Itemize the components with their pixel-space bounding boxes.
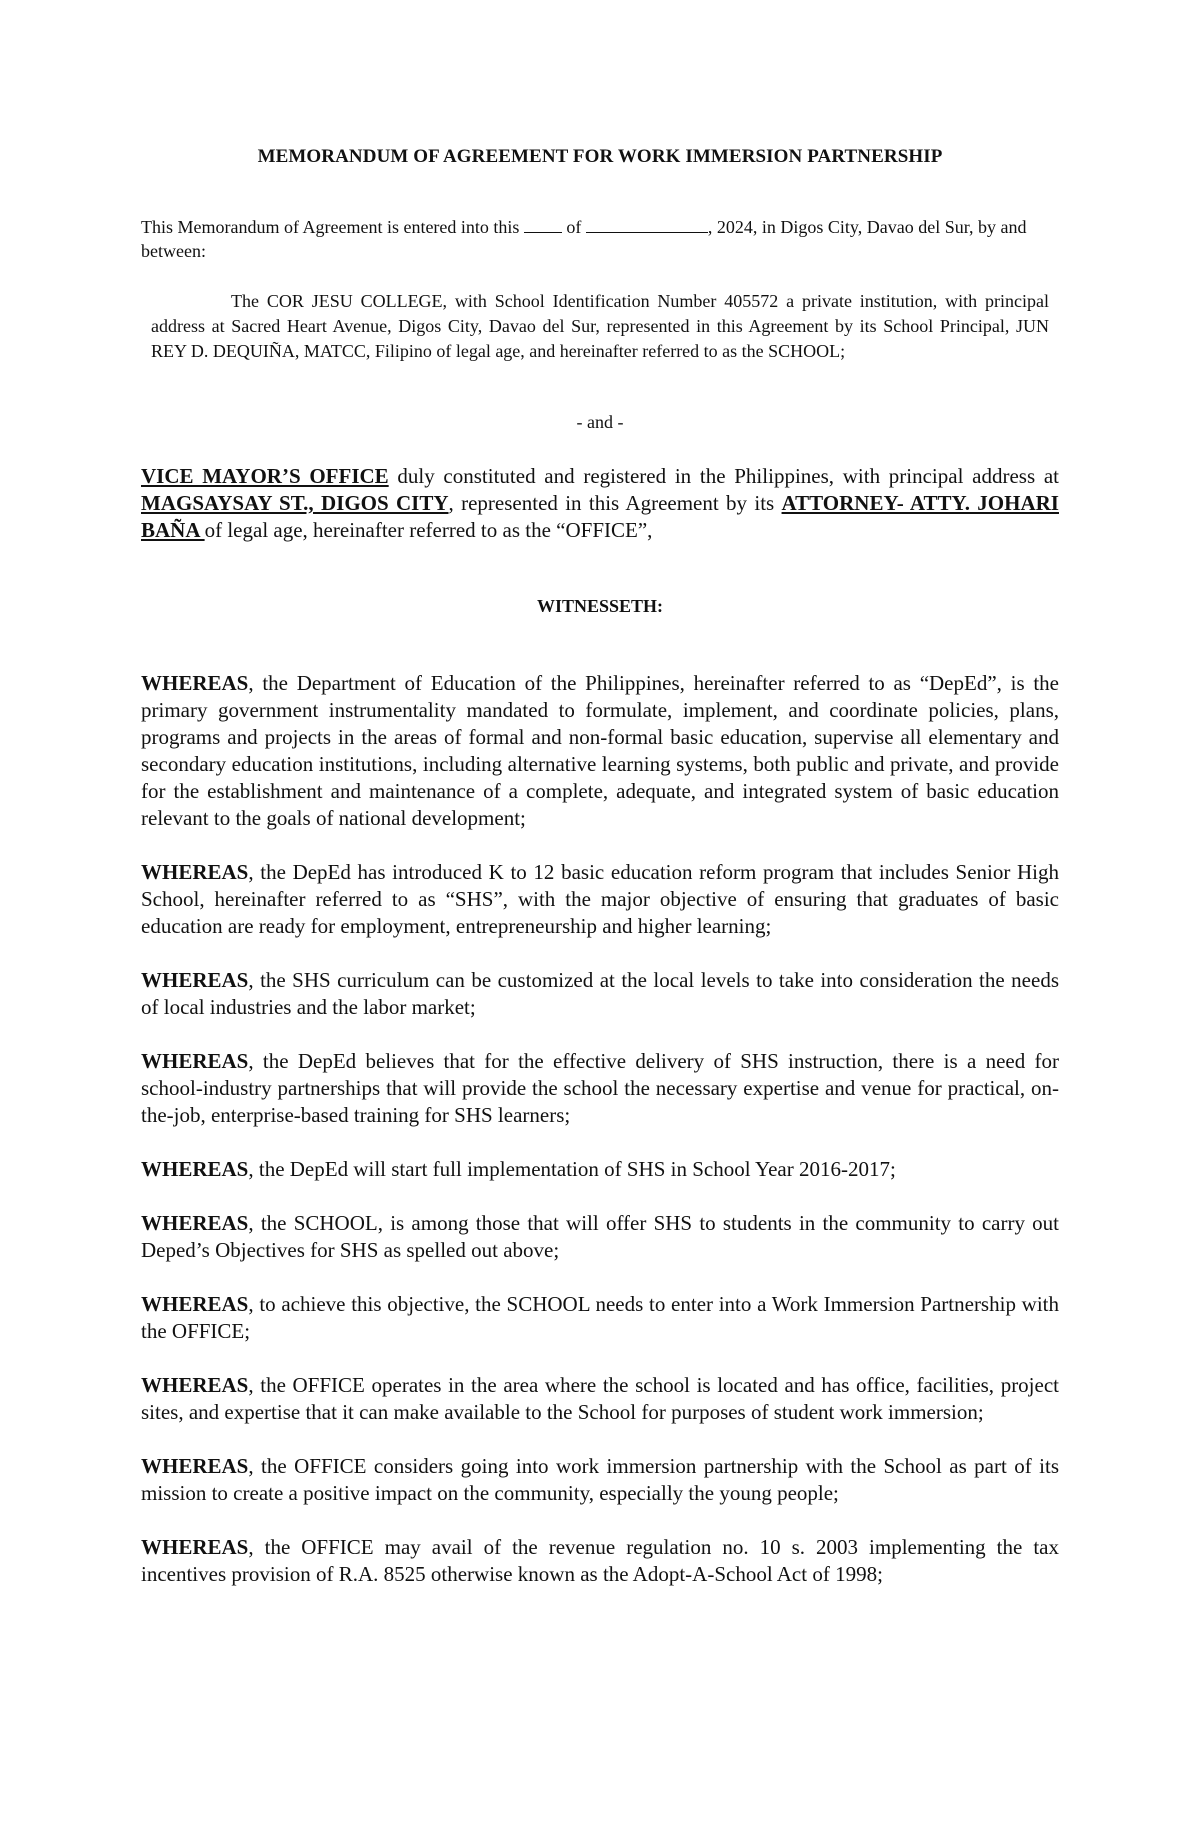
- whereas-keyword: WHEREAS: [141, 860, 249, 884]
- whereas-clause: [141, 1291, 1059, 1345]
- whereas-clause-text: , the OFFICE operates in the area where the school is located and has office, facilities, project sites, and expertise that it can make available to the School for purposes of student work immersion;: [141, 1373, 1059, 1424]
- and-separator: - and -: [576, 412, 624, 432]
- whereas-clause-text: , the SHS curriculum can be customized at the local levels to take into consideration the needs of local industries and the labor market;: [141, 968, 1059, 1019]
- document-title: MEMORANDUM OF AGREEMENT FOR WORK IMMERSION PARTNERSHIP: [257, 146, 943, 167]
- intro-text-of: of: [561, 217, 586, 237]
- party2-text-3: of legal age, hereinafter referred to as the “OFFICE”,: [204, 518, 653, 542]
- whereas-keyword: WHEREAS: [141, 1535, 249, 1559]
- party2-text-2: , represented in this Agreement by its: [448, 491, 782, 515]
- first-party-paragraph: The COR JESU COLLEGE, with School Identification Number 405572 a private institution, with principal address at Sacred Heart Avenue, Digos City, Davao del Sur, represented in this Agreement by its School Principal, JUN REY D. DEQUIÑA, MATCC, Filipino of legal age, and hereinafter referred to as the SCHOOL;: [151, 291, 1049, 361]
- whereas-keyword: WHEREAS: [141, 671, 249, 695]
- whereas-clause-text: , the DepEd has introduced K to 12 basic education reform program that includes Senior High School, hereinafter referred to as “SHS”, with the major objective of ensuring that graduates of basic education are ready for employment, entrepreneurship and higher learning;: [141, 860, 1059, 938]
- month-blank: [586, 216, 708, 233]
- whereas-clause: [141, 859, 1059, 940]
- whereas-keyword: WHEREAS: [141, 1211, 249, 1235]
- whereas-keyword: WHEREAS: [141, 1373, 249, 1397]
- office-name: VICE MAYOR’S OFFICE: [141, 464, 389, 488]
- whereas-clause-text: , the DepEd believes that for the effective delivery of SHS instruction, there is a need for school-industry partnerships that will provide the school the necessary expertise and venue for practical, on-the-job, enterprise-based training for SHS learners;: [141, 1049, 1059, 1127]
- day-blank: [524, 216, 562, 233]
- whereas-clauses: [141, 670, 1059, 1615]
- whereas-clause-text: , the OFFICE may avail of the revenue regulation no. 10 s. 2003 implementing the tax incentives provision of R.A. 8525 otherwise known as the Adopt-A-School Act of 1998;: [141, 1535, 1059, 1586]
- whereas-keyword: WHEREAS: [141, 1049, 249, 1073]
- party2-text-1: duly constituted and registered in the Philippines, with principal address at: [388, 464, 1059, 488]
- whereas-clause-text: , to achieve this objective, the SCHOOL needs to enter into a Work Immersion Partnership with the OFFICE;: [141, 1292, 1059, 1343]
- whereas-clause-text: , the OFFICE considers going into work immersion partnership with the School as part of its mission to create a positive impact on the community, especially the young people;: [141, 1454, 1059, 1505]
- witnesseth-heading: WITNESSETH:: [536, 596, 664, 616]
- whereas-clause: [141, 1210, 1059, 1264]
- whereas-keyword: WHEREAS: [141, 968, 249, 992]
- intro-paragraph: [141, 215, 1061, 263]
- second-party-paragraph: [141, 463, 1059, 544]
- whereas-clause: [141, 1048, 1059, 1129]
- whereas-clause-text: , the Department of Education of the Philippines, hereinafter referred to as “DepEd”, is the primary government instrumentality mandated to formulate, implement, and coordinate policies, plans, programs and projects in the areas of formal and non-formal basic education, supervise all elementary and secondary education institutions, including alternative learning systems, both public and private, and provide for the establishment and maintenance of a complete, adequate, and integrated system of basic education relevant to the goals of national development;: [141, 671, 1059, 830]
- whereas-clause: [141, 967, 1059, 1021]
- whereas-clause: [141, 670, 1059, 832]
- whereas-keyword: WHEREAS: [141, 1454, 249, 1478]
- whereas-keyword: WHEREAS: [141, 1157, 249, 1181]
- whereas-keyword: WHEREAS: [141, 1292, 249, 1316]
- whereas-clause: [141, 1534, 1059, 1588]
- intro-text-start: This Memorandum of Agreement is entered into this: [141, 217, 524, 237]
- intro-text-end: , 2024, in Digos City, Davao del Sur, by and between:: [141, 217, 1027, 261]
- whereas-clause: [141, 1453, 1059, 1507]
- whereas-clause: [141, 1156, 1059, 1183]
- whereas-clause: [141, 1372, 1059, 1426]
- office-representative: ATTORNEY- ATTY. JOHARI BAÑA: [141, 491, 1059, 542]
- whereas-clause-text: , the DepEd will start full implementation of SHS in School Year 2016-2017;: [248, 1157, 896, 1181]
- office-address: MAGSAYSAY ST., DIGOS CITY: [141, 491, 449, 515]
- whereas-clause-text: , the SCHOOL, is among those that will offer SHS to students in the community to carry out Deped’s Objectives for SHS as spelled out above;: [141, 1211, 1059, 1262]
